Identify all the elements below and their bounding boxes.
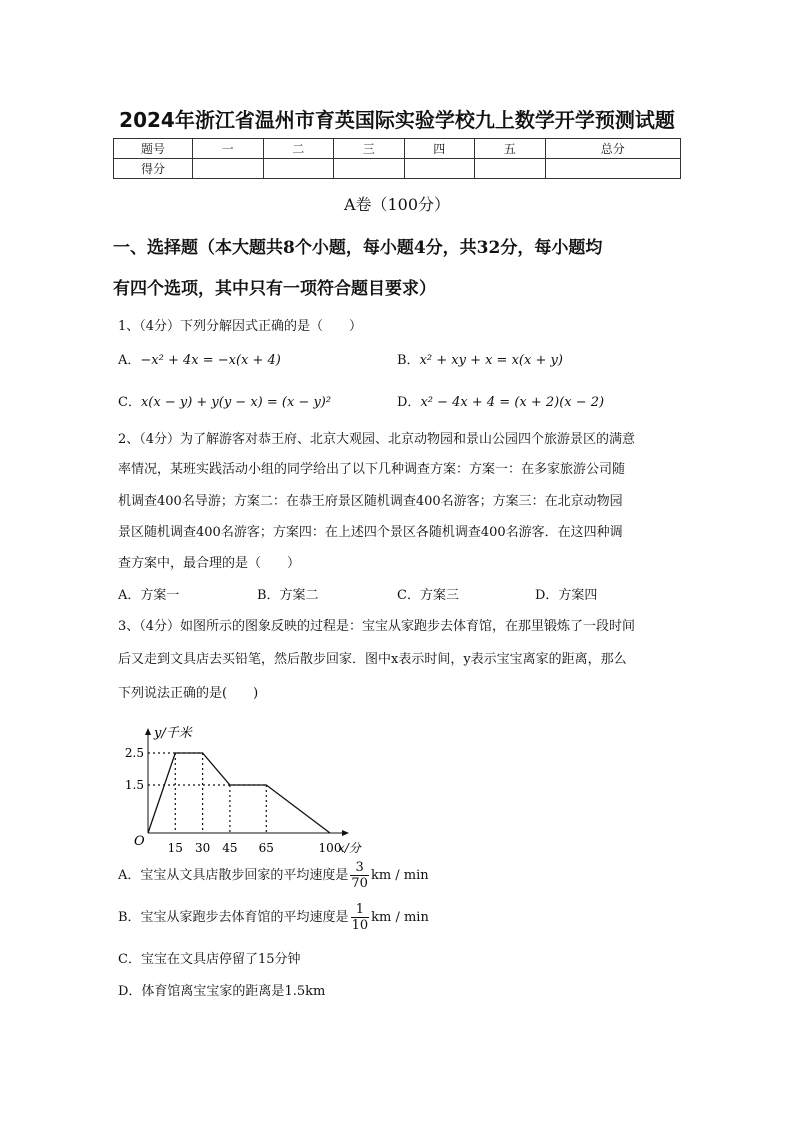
x-tick-label: 100 bbox=[318, 841, 342, 855]
score-table-header-cell: 四 bbox=[404, 139, 475, 159]
question-2-line: 查方案中，最合理的是（ ） bbox=[118, 556, 301, 571]
question-2-option-b: B．方案二 bbox=[257, 588, 319, 603]
question-1-option-c bbox=[118, 391, 331, 410]
score-table-header-row bbox=[114, 139, 681, 159]
question-3-option-a bbox=[118, 860, 429, 891]
score-table-header-cell: 二 bbox=[263, 139, 334, 159]
question-3-line: 下列说法正确的是( ) bbox=[118, 686, 259, 701]
fraction-denominator: 70 bbox=[351, 876, 368, 891]
origin-label: O bbox=[134, 834, 145, 849]
question-1-option-d bbox=[397, 391, 604, 410]
y-axis-arrow bbox=[145, 728, 151, 735]
question-3-option-c: C．宝宝在文具店停留了15分钟 bbox=[118, 952, 301, 967]
question-2-option-a: A．方案一 bbox=[118, 588, 180, 603]
question-3-option-d bbox=[118, 980, 325, 999]
x-axis-label: x/分 bbox=[338, 841, 361, 855]
option-unit: km / min bbox=[370, 868, 429, 883]
score-cell bbox=[545, 159, 681, 179]
option-formula: x² − 4x + 4 = (x + 2)(x − 2) bbox=[420, 395, 605, 410]
question-1-stem: 1、（4分）下列分解因式正确的是（ ） bbox=[118, 319, 363, 334]
score-table-header-cell: 五 bbox=[475, 139, 546, 159]
score-table-header-cell: 三 bbox=[334, 139, 405, 159]
fraction bbox=[351, 902, 370, 933]
score-cell bbox=[404, 159, 475, 179]
option-label: C． bbox=[118, 395, 141, 410]
question-1-option-b bbox=[397, 349, 563, 368]
page-title: 2024年浙江省温州市育英国际实验学校九上数学开学预测试题 bbox=[119, 108, 675, 132]
option-text: A．宝宝从文具店散步回家的平均速度是 bbox=[118, 868, 349, 883]
option-formula: −x² + 4x = −x(x + 4) bbox=[140, 353, 281, 368]
fraction-denominator: 10 bbox=[351, 918, 369, 933]
option-formula: x² + xy + x = x(x + y) bbox=[419, 353, 563, 368]
score-table-header-cell: 一 bbox=[193, 139, 264, 159]
score-table-header-cell: 总分 bbox=[545, 139, 681, 159]
question-2-option-c: C．方案三 bbox=[397, 588, 459, 603]
x-tick-label: 45 bbox=[222, 841, 238, 855]
score-table-row-label: 得分 bbox=[114, 159, 193, 179]
distance-time-graph bbox=[118, 715, 361, 855]
score-cell bbox=[334, 159, 405, 179]
question-2-option-d: D．方案四 bbox=[535, 588, 598, 603]
score-cell bbox=[475, 159, 546, 179]
question-3-option-b bbox=[118, 902, 429, 933]
question-3-line: 3、（4分）如图所示的图象反映的过程是：宝宝从家跑步去体育馆，在那里锻炼了一段时间 bbox=[118, 619, 636, 634]
x-tick-label: 65 bbox=[258, 841, 274, 855]
option-text: B．宝宝从家跑步去体育馆的平均速度是 bbox=[118, 910, 349, 925]
question-3-line: 后又走到文具店去买铅笔，然后散步回家．图中x表示时间，y表示宝宝离家的距离，那么 bbox=[118, 652, 627, 667]
question-2-line: 2、（4分）为了解游客对恭王府、北京大观园、北京动物园和景山公园四个旅游景区的满意 bbox=[118, 432, 636, 447]
section-heading-line1: 一、选择题（本大题共8个小题，每小题4分，共32分，每小题均 bbox=[113, 238, 603, 258]
option-formula: x(x − y) + y(y − x) = (x − y)² bbox=[140, 395, 332, 410]
score-table-score-row bbox=[114, 159, 681, 179]
y-tick-label: 1.5 bbox=[124, 778, 144, 792]
fraction-numerator: 3 bbox=[350, 860, 369, 876]
volume-heading: A卷（100分） bbox=[343, 195, 451, 214]
fraction-numerator: 1 bbox=[351, 902, 370, 918]
section-heading-line2: 有四个选项，其中只有一项符合题目要求） bbox=[113, 279, 436, 299]
option-label: D． bbox=[397, 395, 421, 410]
score-cell bbox=[193, 159, 264, 179]
question-2-line: 景区随机调查400名游客；方案四：在上述四个景区各随机调查400名游客．在这四种调 bbox=[118, 525, 623, 540]
score-table-header-cell: 题号 bbox=[114, 139, 193, 159]
x-tick-label: 15 bbox=[167, 841, 183, 855]
score-table bbox=[113, 138, 681, 179]
x-axis-arrow bbox=[342, 830, 349, 836]
question-2-line: 率情况，某班实践活动小组的同学给出了以下几种调查方案：方案一：在多家旅游公司随 bbox=[118, 462, 626, 477]
fraction bbox=[350, 860, 369, 891]
option-label: A． bbox=[118, 353, 141, 368]
option-label: B． bbox=[397, 353, 420, 368]
option-value: 1.5km bbox=[284, 984, 326, 999]
x-tick-label: 30 bbox=[194, 841, 211, 855]
score-cell bbox=[263, 159, 334, 179]
y-axis-label: y/千米 bbox=[154, 726, 192, 741]
question-2-line: 机调查400名导游；方案二：在恭王府景区随机调查400名游客；方案三：在北京动物园 bbox=[118, 494, 623, 509]
option-text: D．体育馆离宝宝家的距离是 bbox=[118, 984, 285, 999]
option-unit: km / min bbox=[371, 910, 429, 925]
question-1-option-a bbox=[118, 349, 281, 368]
y-tick-label: 2.5 bbox=[124, 746, 144, 760]
